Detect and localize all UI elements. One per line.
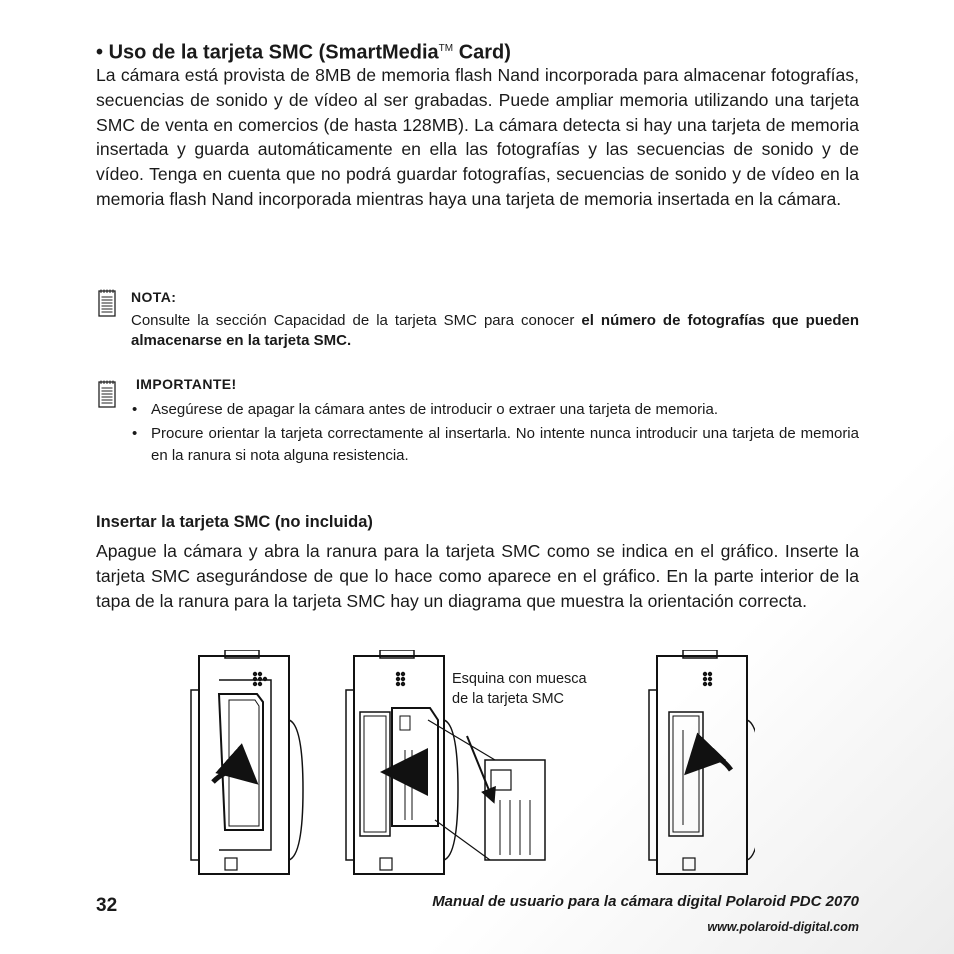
heading-bullet: • [96, 41, 104, 64]
camera-step-1 [191, 650, 303, 874]
heading-text-end: Card) [458, 41, 511, 64]
figure-callout [452, 669, 652, 709]
list-item: • Asegúrese de apagar la cámara antes de introducir o extraer una tarjeta de memoria. [130, 399, 859, 421]
notched-corner-detail [428, 720, 545, 860]
footer-url: www.polaroid-digital.com [707, 920, 859, 934]
callout-line-2: de la tarjeta SMC [452, 691, 565, 707]
note-text-bold: el número de fotografías que pueden almacenarse en la tarjeta SMC. [131, 312, 859, 349]
important-list [130, 399, 859, 469]
page-number: 32 [96, 895, 118, 916]
list-item: • Procure orientar la tarjeta correctamente al insertarla. No intente nunca introducir una tarjeta de memoria en la ranura si nota alguna resistencia. [130, 423, 859, 467]
notepad-icon [98, 289, 116, 317]
intro-paragraph: La cámara está provista de 8MB de memoria flash Nand incorporada para almacenar fotografías, secuencias de sonido y de vídeo al ser grabadas. Puede ampliar memoria utilizando una tarjeta SMC de venta en comercios (de hasta 128MB). La cámara detecta si hay una tarjeta de memoria insertada y guarda automáticamente en ella las fotografías y las secuencias de sonido y de vídeo. Tenga en cuenta que no podrá guardar fotografías, secuencias de sonido y de vídeo en la memoria flash Nand incorporada mientras haya una tarjeta de memoria insertada en la cámara. [96, 65, 859, 209]
important-label: IMPORTANTE! [136, 376, 237, 392]
heading-text: Uso de la tarjeta SMC (SmartMedia [108, 41, 439, 64]
insert-paragraph: Apague la cámara y abra la ranura para la tarjeta SMC como se indica en el gráfico. Inserte la tarjeta SMC asegurándose de que lo hace como aparece en el gráfico. En la parte interior de la tapa de la ranura para la tarjeta SMC hay un diagrama que muestra la orientación correcta. [96, 541, 859, 611]
insert-heading: Insertar la tarjeta SMC (no incluida) [96, 513, 373, 531]
note-text [131, 311, 859, 351]
note-text-regular: Consulte la sección Capacidad de la tarjeta SMC para conocer [131, 312, 582, 329]
footer-title: Manual de usuario para la cámara digital Polaroid PDC 2070 [432, 893, 859, 910]
camera-step-2 [346, 650, 458, 874]
section-heading [96, 36, 866, 66]
note-label: NOTA: [131, 289, 177, 305]
notepad-icon [98, 380, 116, 408]
callout-line-1: Esquina con muesca [452, 671, 587, 687]
trademark-mark: TM [438, 43, 454, 54]
camera-step-3 [649, 650, 755, 874]
